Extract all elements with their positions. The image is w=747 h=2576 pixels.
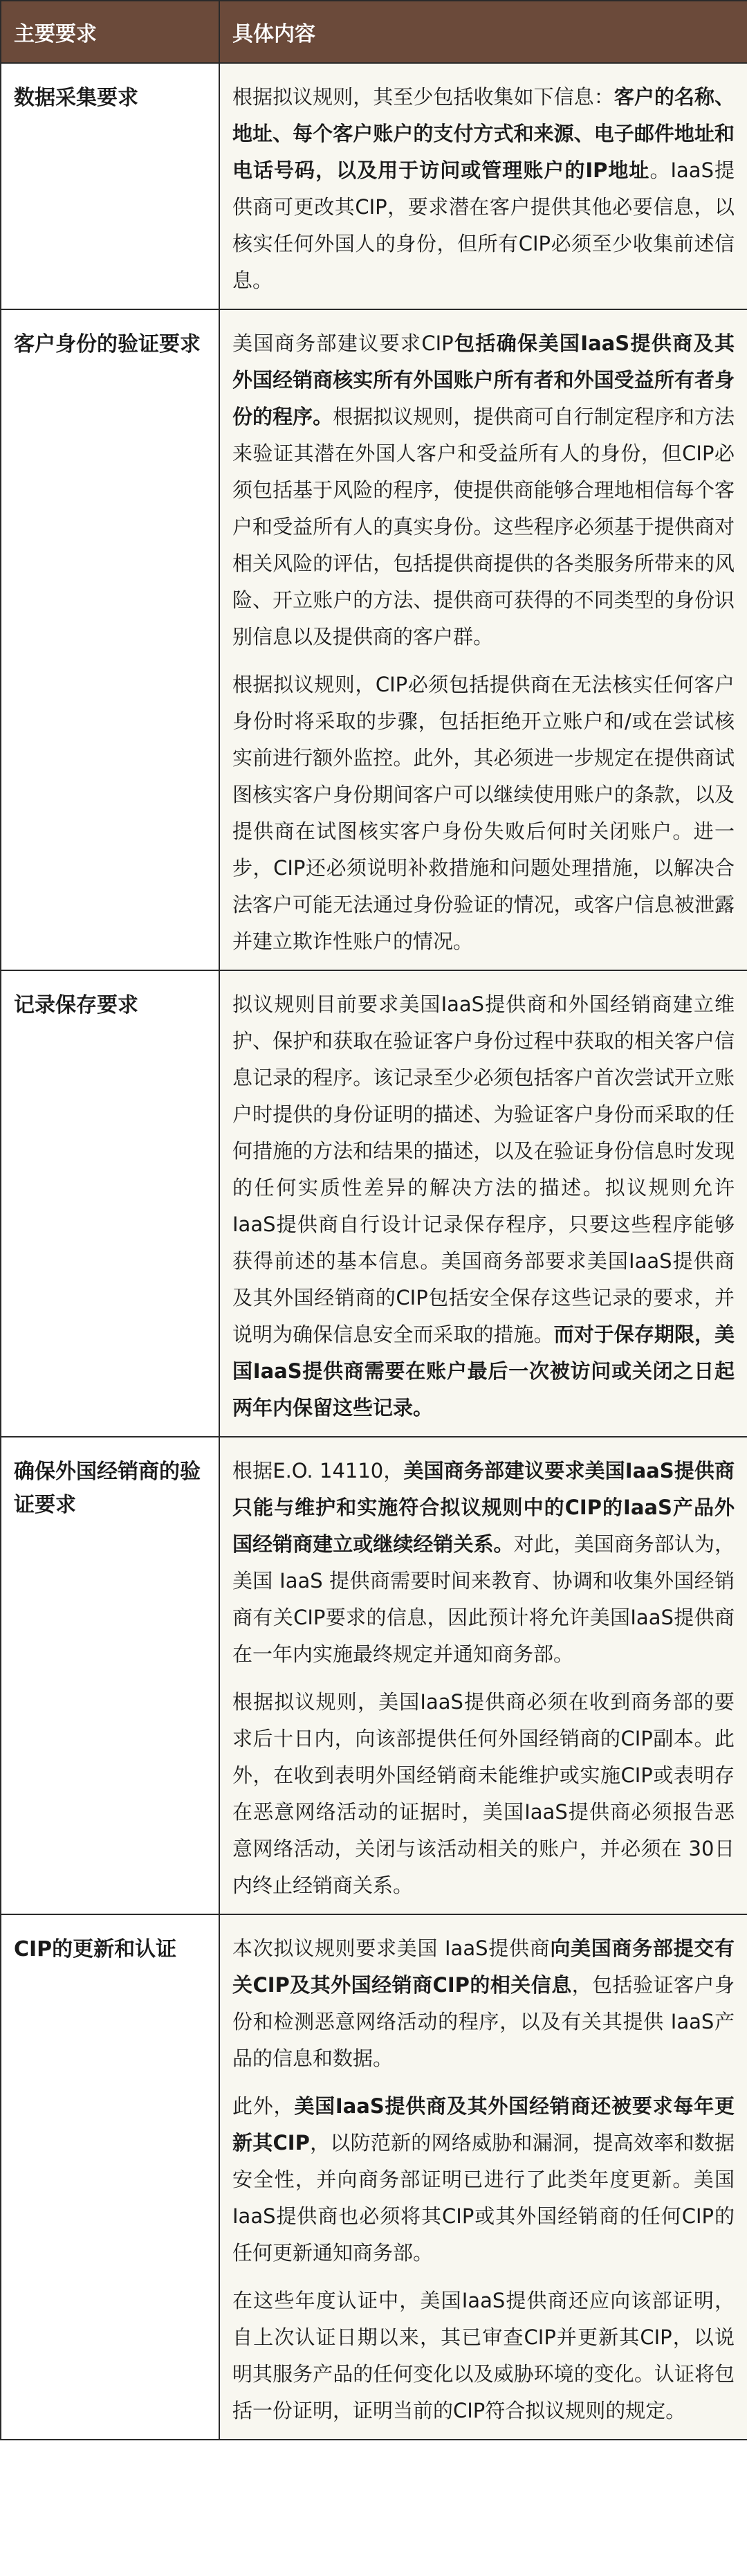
content-cell [219,309,747,970]
emphasis-run: 向美国商务部提交有关CIP及其外国经销商CIP的相关信息 [232,1936,735,1997]
text-run: 根据拟议规则，CIP必须包括提供商在无法核实任何客户身份时将采取的步骤，包括拒绝开立账户和/或在尝试核实前进行额外监控。此外，其必须进一步规定在提供商试图核实客户身份期间客户可以继续使用账户的条款，以及提供商在试图核实客户身份失败后何时关闭账户。进一步，CIP还必须说明补救措施和问题处理措施，以解决合法客户可能无法通过身份验证的情况，或客户信息被泄露并建立欺诈性账户的情况。 [232,673,735,953]
content-paragraph [232,1930,735,2077]
content-paragraph [232,325,735,655]
content-paragraph [232,1453,735,1673]
content-cell [219,1437,747,1914]
text-run: 根据E.O. 14110， [232,1459,404,1482]
requirement-cell: 记录保存要求 [1,970,219,1437]
text-run: 本次拟议规则要求美国 IaaS提供商 [232,1936,551,1960]
emphasis-run: 客户的名称、地址、每个客户账户的支付方式和来源、电子邮件地址和电话号码，以及用于访问或管理账户的IP地址 [232,85,735,182]
content-cell [219,63,747,309]
text-run: 美国商务部建议要求CIP [232,332,454,355]
header-requirement: 主要要求 [1,1,219,63]
requirement-cell: 确保外国经销商的验证要求 [1,1437,219,1914]
content-paragraph [232,2088,735,2271]
requirement-cell: 客户身份的验证要求 [1,309,219,970]
text-run: 对此，美国商务部认为，美国 IaaS 提供商需要时间来教育、协调和收集外国经销商有关CIP要求的信息，因此预计将允许美国IaaS提供商在一年内实施最终规定并通知商务部。 [232,1532,735,1666]
emphasis-run: 包括确保美国IaaS提供商及其外国经销商核实所有外国账户所有者和外国受益所有者身份的程序。 [232,332,735,428]
text-run: 在这些年度认证中，美国IaaS提供商还应向该部证明，自上次认证日期以来，其已审查CIP并更新其CIP，以说明其服务产品的任何变化以及威胁环境的变化。认证将包括一份证明，证明当前的CIP符合拟议规则的规定。 [232,2289,735,2422]
content-paragraph [232,1684,735,1904]
text-run: 。IaaS提供商可更改其CIP，要求潜在客户提供其他必要信息，以核实任何外国人的身份，但所有CIP必须至少收集前述信息。 [232,158,735,292]
table-header-row [1,1,747,63]
requirement-cell: CIP的更新和认证 [1,1914,219,2440]
header-content: 具体内容 [219,1,747,63]
content-cell [219,970,747,1437]
table-row [1,1914,747,2440]
emphasis-run: 而对于保存期限，美国IaaS提供商需要在账户最后一次被访问或关闭之日起两年内保留这些记录。 [232,1323,735,1419]
text-run: 此外， [232,2094,295,2118]
table-row [1,970,747,1437]
table-row [1,63,747,309]
content-paragraph [232,2283,735,2429]
emphasis-run: 美国IaaS提供商及其外国经销商还被要求每年更新其CIP [232,2094,735,2155]
content-paragraph [232,666,735,960]
content-cell [219,1914,747,2440]
emphasis-run: 美国商务部建议要求美国IaaS提供商只能与维护和实施符合拟议规则中的CIP的IaaS产品外国经销商建立或继续经销关系。 [232,1459,735,1556]
content-paragraph [232,79,735,299]
text-run: 根据拟议规则，美国IaaS提供商必须在收到商务部的要求后十日内，向该部提供任何外国经销商的CIP副本。此外，在收到表明外国经销商未能维护或实施CIP或表明存在恶意网络活动的证据时，美国IaaS提供商必须报告恶意网络活动，关闭与该活动相关的账户，并必须在 30日内终止经销商关系。 [232,1690,735,1897]
table-row [1,1437,747,1914]
text-run: 拟议规则目前要求美国IaaS提供商和外国经销商建立维护、保护和获取在验证客户身份过程中获取的相关客户信息记录的程序。该记录至少必须包括客户首次尝试开立账户时提供的身份证明的描述、为验证客户身份而采取的任何措施的方法和结果的描述，以及在验证身份信息时发现的任何实质性差异的解决方法的描述。拟议规则允许IaaS提供商自行设计记录保存程序，只要这些程序能够获得前述的基本信息。美国商务部要求美国IaaS提供商及其外国经销商的CIP包括安全保存这些记录的要求，并说明为确保信息安全而采取的措施。 [232,992,735,1346]
content-paragraph [232,986,735,1426]
text-run: ，以防范新的网络威胁和漏洞，提高效率和数据安全性，并向商务部证明已进行了此类年度更新。美国IaaS提供商也必须将其CIP或其外国经销商的任何CIP的任何更新通知商务部。 [232,2131,735,2265]
table-row [1,309,747,970]
text-run: ，包括验证客户身份和检测恶意网络活动的程序，以及有关其提供 IaaS产品的信息和数据。 [232,1973,735,2070]
text-run: 根据拟议规则，提供商可自行制定程序和方法来验证其潜在外国人客户和受益所有人的身份，但CIP必须包括基于风险的程序，使提供商能够合理地相信每个客户和受益所有人的真实身份。这些程序必须基于提供商对相关风险的评估，包括提供商提供的各类服务所带来的风险、开立账户的方法、提供商可获得的不同类型的身份识别信息以及提供商的客户群。 [232,405,735,648]
text-run: 根据拟议规则，其至少包括收集如下信息： [232,85,614,109]
requirement-cell: 数据采集要求 [1,63,219,309]
